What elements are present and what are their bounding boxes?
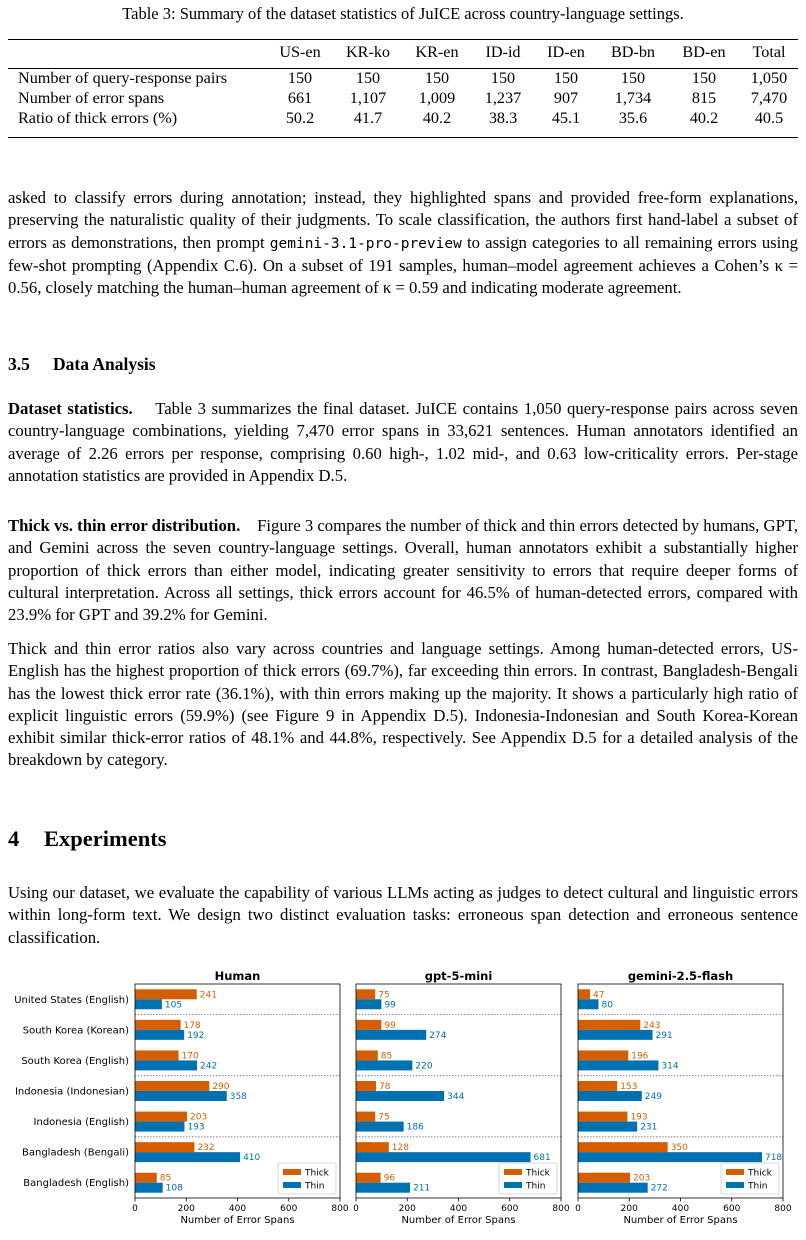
thick-bar — [578, 1020, 640, 1030]
thin-bar — [356, 1183, 410, 1193]
x-tick-label: 400 — [449, 1204, 468, 1214]
thick-bar — [356, 1020, 381, 1030]
category-label: Indonesia (English) — [33, 1117, 129, 1129]
thin-value-label: 193 — [187, 1122, 205, 1133]
thick-bar — [578, 1142, 668, 1152]
x-tick-label: 600 — [501, 1204, 519, 1214]
thick-bar — [135, 1020, 181, 1030]
thin-value-label: 220 — [415, 1061, 433, 1072]
table-cell: 1,237 — [484, 89, 522, 107]
section-heading — [8, 354, 156, 375]
thick-bar — [356, 1112, 375, 1122]
table-cell: 1,050 — [750, 69, 788, 87]
legend-thick-swatch — [283, 1169, 301, 1175]
legend-thin-swatch — [504, 1182, 522, 1188]
thin-value-label: 186 — [406, 1122, 424, 1133]
thick-value-label: 178 — [183, 1020, 201, 1031]
x-tick-label: 0 — [353, 1204, 359, 1214]
thin-value-label: 99 — [384, 1000, 396, 1011]
thick-bar — [135, 1081, 209, 1091]
table-cell: 1,009 — [418, 89, 456, 107]
section-title: Data Analysis — [53, 354, 156, 374]
table-cell: 150 — [691, 69, 717, 87]
table-cell: 38.3 — [488, 109, 518, 127]
legend-label: Thick — [748, 1168, 772, 1179]
thin-bar — [356, 1152, 531, 1162]
thin-bar — [135, 1060, 197, 1070]
panel-title: Human — [214, 969, 261, 983]
paragraph-lead: Thick vs. thin error distribution. — [8, 516, 241, 535]
table-cell: 35.6 — [618, 109, 648, 127]
table-cell: 150 — [424, 69, 450, 87]
row-label: Ratio of thick errors (%) — [18, 109, 178, 127]
thin-bar — [135, 1122, 184, 1132]
thick-value-label: 170 — [181, 1051, 199, 1062]
thin-bar — [578, 1060, 658, 1070]
thick-value-label: 85 — [380, 1051, 393, 1062]
x-tick-label: 200 — [398, 1204, 416, 1214]
thick-bar — [356, 1050, 378, 1060]
thick-value-label: 193 — [630, 1112, 648, 1123]
thin-bar — [135, 1030, 184, 1040]
thin-value-label: 211 — [413, 1183, 431, 1194]
column-header: BD-bn — [610, 43, 656, 61]
thick-bar — [356, 1081, 376, 1091]
thin-value-label: 718 — [764, 1153, 783, 1164]
thin-bar — [578, 999, 599, 1009]
legend-thin-swatch — [283, 1182, 301, 1188]
table-bottom-rule — [8, 137, 798, 138]
body-paragraph — [8, 515, 798, 626]
body-paragraph — [8, 882, 798, 949]
thin-bar — [135, 1183, 163, 1193]
panel-title: gpt-5-mini — [424, 969, 493, 983]
table-cell: 150 — [490, 69, 516, 87]
section-title: Experiments — [44, 826, 167, 851]
category-label: Bangladesh (Bengali) — [22, 1147, 129, 1159]
thin-bar — [578, 1183, 648, 1193]
paragraph-text: Figure 3 compares the number of thick and thin errors detected by humans, GPT, and Gemini across the seven country-language settings. Overall, human annotators exhibit a substantially higher proportion of thick errors than either model, indicating greater sensitivity to errors that require deeper forms of cultural interpretation. Across all settings, thick errors account for 46.5% of human-detected errors, compared with 23.9% for GPT and 39.2% for Gemini. — [8, 516, 798, 625]
thin-value-label: 80 — [601, 1000, 613, 1011]
category-label: Bangladesh (English) — [23, 1178, 129, 1190]
table-cell: 7,470 — [750, 89, 788, 107]
thick-bar — [356, 989, 375, 999]
legend-label: Thin — [305, 1181, 325, 1192]
thin-value-label: 681 — [533, 1153, 551, 1164]
thick-bar — [356, 1173, 381, 1183]
row-label: Number of error spans — [18, 89, 165, 107]
thin-value-label: 274 — [429, 1030, 447, 1041]
section-number: 3.5 — [8, 354, 30, 374]
legend-label: Thin — [526, 1181, 546, 1192]
thin-bar — [356, 999, 381, 1009]
paragraph-lead: Dataset statistics. — [8, 399, 133, 418]
table-cell: 150 — [620, 69, 646, 87]
paragraph-text: Table 3 summarizes the final dataset. JuICE contains 1,050 query-response pairs across seven country-language combinations, yielding 7,470 error spans in 33,621 sentences. Human annotators identified an average of 2.26 errors per response, comprising 0.60 high-, 1.02 mid-, and 0.63 low-criticality errors. Per-stage annotation statistics are provided in Appendix D.5. — [8, 399, 799, 485]
thin-bar — [578, 1122, 637, 1132]
legend-label: Thick — [526, 1168, 550, 1179]
category-label: United States (English) — [14, 994, 129, 1006]
thin-value-label: 249 — [644, 1092, 662, 1102]
thin-bar — [135, 999, 162, 1009]
table-row — [8, 88, 798, 108]
column-header: Total — [752, 43, 786, 61]
paragraph-text: to assign categories to all remaining errors using few-shot prompting (Appendix C.6). On a subset of 191 samples, human–model agreement achieves a Cohen’s κ = 0.56, closely matching the human–human agreement of κ = 0.59 and indicating moderate agreement. — [8, 232, 798, 298]
paragraph-text: Thick and thin error ratios also vary across countries and language settings. Among human-detected errors, US-English has the highest proportion of thick errors (69.7%), far exceeding thin errors. In contrast, Bangladesh-Bengali has the lowest thick error rate (36.1%), with thin errors making up the majority. It shows a particularly high ratio of explicit linguistic errors (59.9%) (see Figure 9 in Appendix D.5). Indonesia-Indonesian and South Korea-Korean exhibit similar thick-error ratios of 48.1% and 44.8%, respectively. See Appendix D.5 for a detailed analysis of the breakdown by category. — [8, 639, 798, 770]
thin-value-label: 192 — [187, 1030, 205, 1041]
table-row — [8, 68, 798, 88]
x-tick-label: 200 — [620, 1204, 638, 1214]
thin-bar — [578, 1091, 642, 1101]
thick-bar — [135, 989, 197, 999]
table-cell: 1,107 — [349, 89, 387, 107]
thin-value-label: 344 — [447, 1092, 465, 1102]
x-tick-label: 400 — [228, 1204, 247, 1214]
table-cell: 45.1 — [551, 109, 581, 127]
table-cell: 661 — [287, 89, 313, 107]
thick-value-label: 241 — [199, 990, 217, 1001]
table-cell: 907 — [553, 89, 579, 107]
thin-bar — [135, 1091, 227, 1101]
thin-bar — [135, 1152, 240, 1162]
thick-bar — [578, 1112, 627, 1122]
body-paragraph — [8, 638, 798, 772]
error-distribution-figure — [0, 968, 806, 1238]
thin-value-label: 291 — [655, 1030, 673, 1041]
panel-title: gemini-2.5-flash — [627, 969, 734, 983]
thin-value-label: 231 — [640, 1122, 658, 1133]
category-label: South Korea (Korean) — [22, 1025, 129, 1037]
legend-label: Thin — [748, 1181, 768, 1192]
x-axis-label: Number of Error Spans — [401, 1215, 516, 1226]
thick-value-label: 75 — [378, 990, 390, 1001]
thick-value-label: 153 — [620, 1082, 638, 1092]
x-axis-label: Number of Error Spans — [180, 1215, 295, 1226]
thin-value-label: 272 — [650, 1183, 668, 1194]
thick-bar — [135, 1112, 187, 1122]
thick-value-label: 75 — [378, 1112, 390, 1123]
thick-value-label: 203 — [633, 1173, 651, 1184]
thick-bar — [135, 1142, 194, 1152]
column-header: US-en — [279, 43, 321, 61]
thin-bar — [578, 1030, 653, 1040]
thin-bar — [356, 1060, 412, 1070]
column-header: ID-en — [547, 43, 585, 61]
thin-value-label: 314 — [661, 1061, 679, 1072]
paragraph-text: Using our dataset, we evaluate the capability of various LLMs acting as judges to detect cultural and linguistic errors within long-form text. We design two distinct evaluation tasks: erroneous span detection and erroneous sentence classification. — [8, 883, 798, 947]
table-cell: 150 — [355, 69, 381, 87]
thick-value-label: 203 — [190, 1112, 208, 1123]
table-cell: 50.2 — [285, 109, 315, 127]
x-tick-label: 200 — [177, 1204, 195, 1214]
legend-thick-swatch — [504, 1169, 522, 1175]
thin-bar — [356, 1091, 444, 1101]
x-tick-label: 600 — [723, 1204, 741, 1214]
body-paragraph — [8, 398, 798, 487]
thick-value-label: 96 — [383, 1173, 396, 1184]
table-cell: 40.2 — [422, 109, 452, 127]
category-label: Indonesia (Indonesian) — [14, 1086, 129, 1098]
legend-thick-swatch — [726, 1169, 744, 1175]
section-heading — [8, 826, 167, 852]
thick-value-label: 78 — [378, 1082, 391, 1092]
body-paragraph — [8, 187, 798, 299]
table-cell: 40.2 — [689, 109, 719, 127]
thick-bar — [135, 1050, 179, 1060]
thin-value-label: 358 — [229, 1092, 247, 1102]
thin-bar — [356, 1030, 426, 1040]
thick-value-label: 290 — [212, 1082, 230, 1092]
table-cell: 40.5 — [754, 109, 784, 127]
paragraph-text: asked to classify errors during annotation; instead, they highlighted spans and provided free-form explanations, preserving the naturalistic quality of their judgments. To scale classification, the authors first hand-label a subset of errors as demonstrations, then prompt — [8, 188, 798, 252]
table-cell: 150 — [553, 69, 579, 87]
table-cell: 1,734 — [614, 89, 652, 107]
thin-value-label: 410 — [243, 1153, 261, 1164]
table-cell: 150 — [287, 69, 313, 87]
thick-value-label: 99 — [384, 1020, 396, 1031]
x-axis-label: Number of Error Spans — [623, 1215, 738, 1226]
thick-value-label: 47 — [593, 990, 605, 1001]
legend-thin-swatch — [726, 1182, 744, 1188]
thick-bar — [578, 1173, 630, 1183]
thin-bar — [578, 1152, 762, 1162]
x-tick-label: 600 — [280, 1204, 298, 1214]
thin-bar — [356, 1122, 404, 1132]
model-name-code: gemini-3.1-pro-preview — [269, 235, 462, 252]
x-tick-label: 800 — [774, 1204, 792, 1214]
column-header: KR-ko — [345, 43, 391, 61]
x-tick-label: 0 — [575, 1204, 581, 1214]
thin-value-label: 242 — [200, 1061, 218, 1072]
thick-value-label: 128 — [391, 1143, 409, 1154]
x-tick-label: 400 — [671, 1204, 690, 1214]
column-header: KR-en — [415, 43, 459, 61]
row-label: Number of query-response pairs — [18, 69, 228, 87]
thick-bar — [578, 1081, 617, 1091]
thin-value-label: 108 — [165, 1183, 183, 1194]
table-caption: Table 3: Summary of the dataset statistics of JuICE across country-language settings. — [122, 4, 684, 23]
thick-bar — [356, 1142, 389, 1152]
table-row — [8, 108, 798, 128]
x-tick-label: 800 — [331, 1204, 349, 1214]
thick-value-label: 196 — [631, 1051, 649, 1062]
column-header: ID-id — [485, 43, 521, 61]
thick-bar — [578, 1050, 628, 1060]
thick-value-label: 243 — [643, 1020, 661, 1031]
table-header-row — [8, 38, 798, 66]
column-header: BD-en — [682, 43, 726, 61]
thick-value-label: 350 — [670, 1143, 688, 1154]
thick-bar — [135, 1173, 157, 1183]
x-tick-label: 800 — [552, 1204, 570, 1214]
section-number: 4 — [8, 826, 20, 851]
stats-table — [8, 38, 798, 128]
legend-label: Thick — [305, 1168, 329, 1179]
thick-value-label: 232 — [197, 1143, 215, 1154]
table-cell: 41.7 — [353, 109, 383, 127]
category-label: South Korea (English) — [21, 1055, 129, 1067]
table-cell: 815 — [691, 89, 717, 107]
thick-bar — [578, 989, 590, 999]
x-tick-label: 0 — [132, 1204, 138, 1214]
thick-value-label: 85 — [159, 1173, 172, 1184]
thin-value-label: 105 — [164, 1000, 183, 1011]
